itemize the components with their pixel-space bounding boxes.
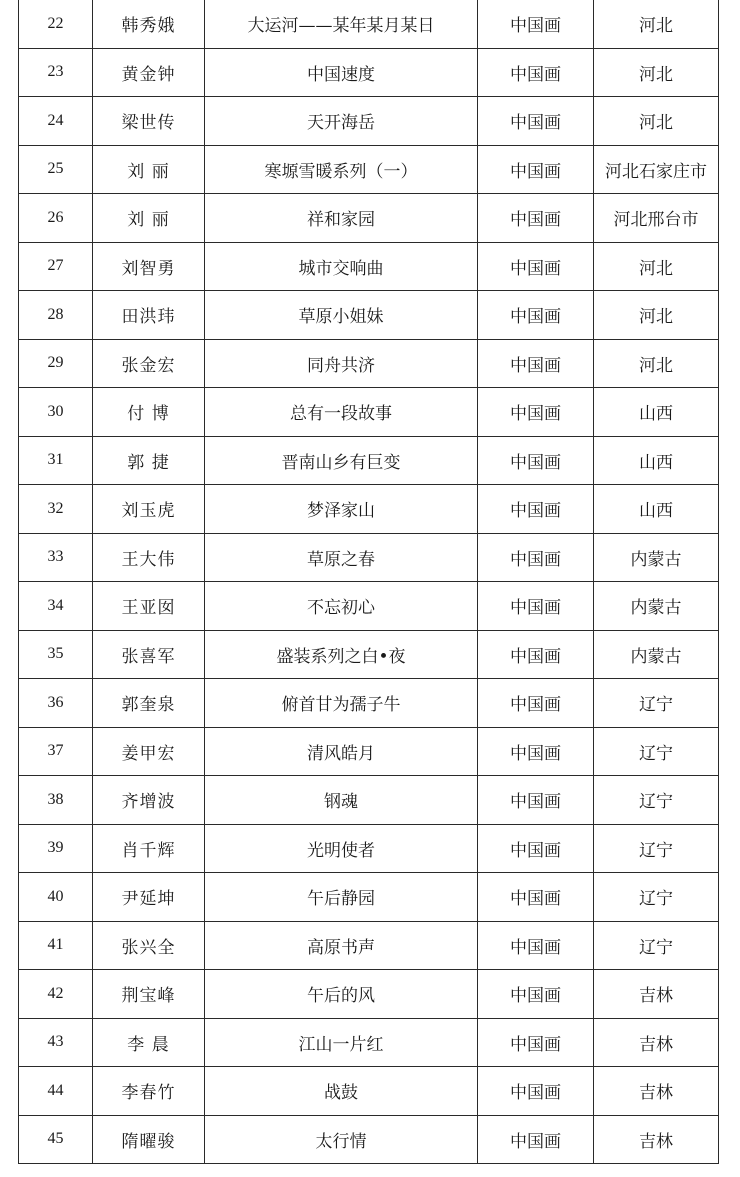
artwork-title-cell: 总有一段故事 [205, 388, 478, 437]
table-row [19, 97, 719, 146]
category-cell: 中国画 [478, 97, 594, 146]
entry-number-cell: 36 [19, 679, 93, 728]
artwork-title-cell: 战鼓 [205, 1067, 478, 1116]
table-row [19, 582, 719, 631]
table-row [19, 485, 719, 534]
region-cell: 山西 [594, 436, 719, 485]
artwork-title-cell: 高原书声 [205, 921, 478, 970]
artwork-title-cell: 江山一片红 [205, 1018, 478, 1067]
entry-number-cell: 39 [19, 824, 93, 873]
entry-number-cell: 31 [19, 436, 93, 485]
category-cell: 中国画 [478, 145, 594, 194]
artwork-title-cell: 光明使者 [205, 824, 478, 873]
category-cell: 中国画 [478, 388, 594, 437]
category-cell: 中国画 [478, 1018, 594, 1067]
artwork-title-cell: 不忘初心 [205, 582, 478, 631]
artwork-title-cell: 寒塬雪暖系列（一） [205, 145, 478, 194]
category-cell: 中国画 [478, 291, 594, 340]
category-cell: 中国画 [478, 873, 594, 922]
artwork-title-cell: 午后的风 [205, 970, 478, 1019]
category-cell: 中国画 [478, 921, 594, 970]
artist-name-cell: 付 博 [93, 388, 205, 437]
entry-number-cell: 42 [19, 970, 93, 1019]
region-cell: 河北 [594, 291, 719, 340]
entry-number-cell: 41 [19, 921, 93, 970]
entry-number-cell: 24 [19, 97, 93, 146]
region-cell: 吉林 [594, 1067, 719, 1116]
table-row [19, 873, 719, 922]
artist-name-cell: 韩秀娥 [93, 0, 205, 48]
region-cell: 辽宁 [594, 921, 719, 970]
region-cell: 河北 [594, 242, 719, 291]
entry-number-cell: 35 [19, 630, 93, 679]
table-row [19, 727, 719, 776]
artist-name-cell: 齐增波 [93, 776, 205, 825]
artwork-title-cell: 草原小姐妹 [205, 291, 478, 340]
table-row [19, 533, 719, 582]
region-cell: 河北 [594, 0, 719, 48]
table-row [19, 291, 719, 340]
artist-name-cell: 郭 捷 [93, 436, 205, 485]
entry-number-cell: 30 [19, 388, 93, 437]
artist-name-cell: 隋曜骏 [93, 1115, 205, 1164]
artist-name-cell: 刘 丽 [93, 194, 205, 243]
table-row [19, 679, 719, 728]
entry-number-cell: 26 [19, 194, 93, 243]
category-cell: 中国画 [478, 0, 594, 48]
category-cell: 中国画 [478, 679, 594, 728]
region-cell: 内蒙古 [594, 533, 719, 582]
artist-name-cell: 李 晨 [93, 1018, 205, 1067]
region-cell: 辽宁 [594, 727, 719, 776]
entry-number-cell: 33 [19, 533, 93, 582]
region-cell: 辽宁 [594, 824, 719, 873]
entry-number-cell: 40 [19, 873, 93, 922]
category-cell: 中国画 [478, 582, 594, 631]
artwork-title-cell: 午后静园 [205, 873, 478, 922]
category-cell: 中国画 [478, 970, 594, 1019]
entry-number-cell: 37 [19, 727, 93, 776]
category-cell: 中国画 [478, 727, 594, 776]
artist-name-cell: 郭奎泉 [93, 679, 205, 728]
entry-number-cell: 45 [19, 1115, 93, 1164]
category-cell: 中国画 [478, 630, 594, 679]
region-cell: 山西 [594, 388, 719, 437]
category-cell: 中国画 [478, 1115, 594, 1164]
category-cell: 中国画 [478, 339, 594, 388]
region-cell: 河北 [594, 48, 719, 97]
table-row [19, 242, 719, 291]
category-cell: 中国画 [478, 824, 594, 873]
artwork-title-cell: 梦泽家山 [205, 485, 478, 534]
artwork-title-cell: 清风皓月 [205, 727, 478, 776]
artist-name-cell: 王大伟 [93, 533, 205, 582]
region-cell: 河北 [594, 97, 719, 146]
table-row [19, 824, 719, 873]
artwork-title-cell: 天开海岳 [205, 97, 478, 146]
artwork-title-cell: 祥和家园 [205, 194, 478, 243]
table-row [19, 630, 719, 679]
artist-name-cell: 刘玉虎 [93, 485, 205, 534]
artist-name-cell: 黄金钟 [93, 48, 205, 97]
artwork-title-cell: 中国速度 [205, 48, 478, 97]
artist-name-cell: 尹延坤 [93, 873, 205, 922]
table-row [19, 145, 719, 194]
artwork-title-cell: 同舟共济 [205, 339, 478, 388]
entry-number-cell: 43 [19, 1018, 93, 1067]
region-cell: 河北邢台市 [594, 194, 719, 243]
entry-number-cell: 22 [19, 0, 93, 48]
artwork-list-table [18, 0, 719, 1164]
table-row [19, 921, 719, 970]
region-cell: 吉林 [594, 1115, 719, 1164]
artist-name-cell: 刘 丽 [93, 145, 205, 194]
region-cell: 吉林 [594, 970, 719, 1019]
category-cell: 中国画 [478, 1067, 594, 1116]
artist-name-cell: 张喜军 [93, 630, 205, 679]
table-row [19, 1067, 719, 1116]
table-row [19, 48, 719, 97]
artwork-title-cell: 钢魂 [205, 776, 478, 825]
artwork-title-cell: 城市交响曲 [205, 242, 478, 291]
artwork-title-cell: 大运河——某年某月某日 [205, 0, 478, 48]
region-cell: 河北石家庄市 [594, 145, 719, 194]
table-row [19, 436, 719, 485]
category-cell: 中国画 [478, 436, 594, 485]
region-cell: 辽宁 [594, 776, 719, 825]
category-cell: 中国画 [478, 48, 594, 97]
region-cell: 吉林 [594, 1018, 719, 1067]
table-row [19, 970, 719, 1019]
artist-name-cell: 荆宝峰 [93, 970, 205, 1019]
table-row [19, 1115, 719, 1164]
category-cell: 中国画 [478, 242, 594, 291]
region-cell: 河北 [594, 339, 719, 388]
artist-name-cell: 肖千辉 [93, 824, 205, 873]
artist-name-cell: 李春竹 [93, 1067, 205, 1116]
entry-number-cell: 29 [19, 339, 93, 388]
category-cell: 中国画 [478, 194, 594, 243]
artist-name-cell: 王亚囡 [93, 582, 205, 631]
entry-number-cell: 32 [19, 485, 93, 534]
table-row [19, 776, 719, 825]
table-row [19, 1018, 719, 1067]
entry-number-cell: 38 [19, 776, 93, 825]
entry-number-cell: 23 [19, 48, 93, 97]
entry-number-cell: 34 [19, 582, 93, 631]
entry-number-cell: 28 [19, 291, 93, 340]
artwork-title-cell: 草原之春 [205, 533, 478, 582]
category-cell: 中国画 [478, 485, 594, 534]
artist-name-cell: 姜甲宏 [93, 727, 205, 776]
region-cell: 辽宁 [594, 679, 719, 728]
category-cell: 中国画 [478, 533, 594, 582]
artwork-title-cell: 俯首甘为孺子牛 [205, 679, 478, 728]
table-row [19, 388, 719, 437]
table-body [19, 0, 719, 1164]
table-row [19, 194, 719, 243]
entry-number-cell: 27 [19, 242, 93, 291]
artwork-title-cell: 晋南山乡有巨变 [205, 436, 478, 485]
table-row [19, 0, 719, 48]
table-row [19, 339, 719, 388]
artist-name-cell: 张兴全 [93, 921, 205, 970]
artist-name-cell: 张金宏 [93, 339, 205, 388]
artwork-title-cell: 盛装系列之白•夜 [205, 630, 478, 679]
artist-name-cell: 田洪玮 [93, 291, 205, 340]
entry-number-cell: 44 [19, 1067, 93, 1116]
region-cell: 内蒙古 [594, 630, 719, 679]
artist-name-cell: 刘智勇 [93, 242, 205, 291]
artist-name-cell: 梁世传 [93, 97, 205, 146]
region-cell: 内蒙古 [594, 582, 719, 631]
entry-number-cell: 25 [19, 145, 93, 194]
category-cell: 中国画 [478, 776, 594, 825]
region-cell: 辽宁 [594, 873, 719, 922]
region-cell: 山西 [594, 485, 719, 534]
artwork-title-cell: 太行情 [205, 1115, 478, 1164]
